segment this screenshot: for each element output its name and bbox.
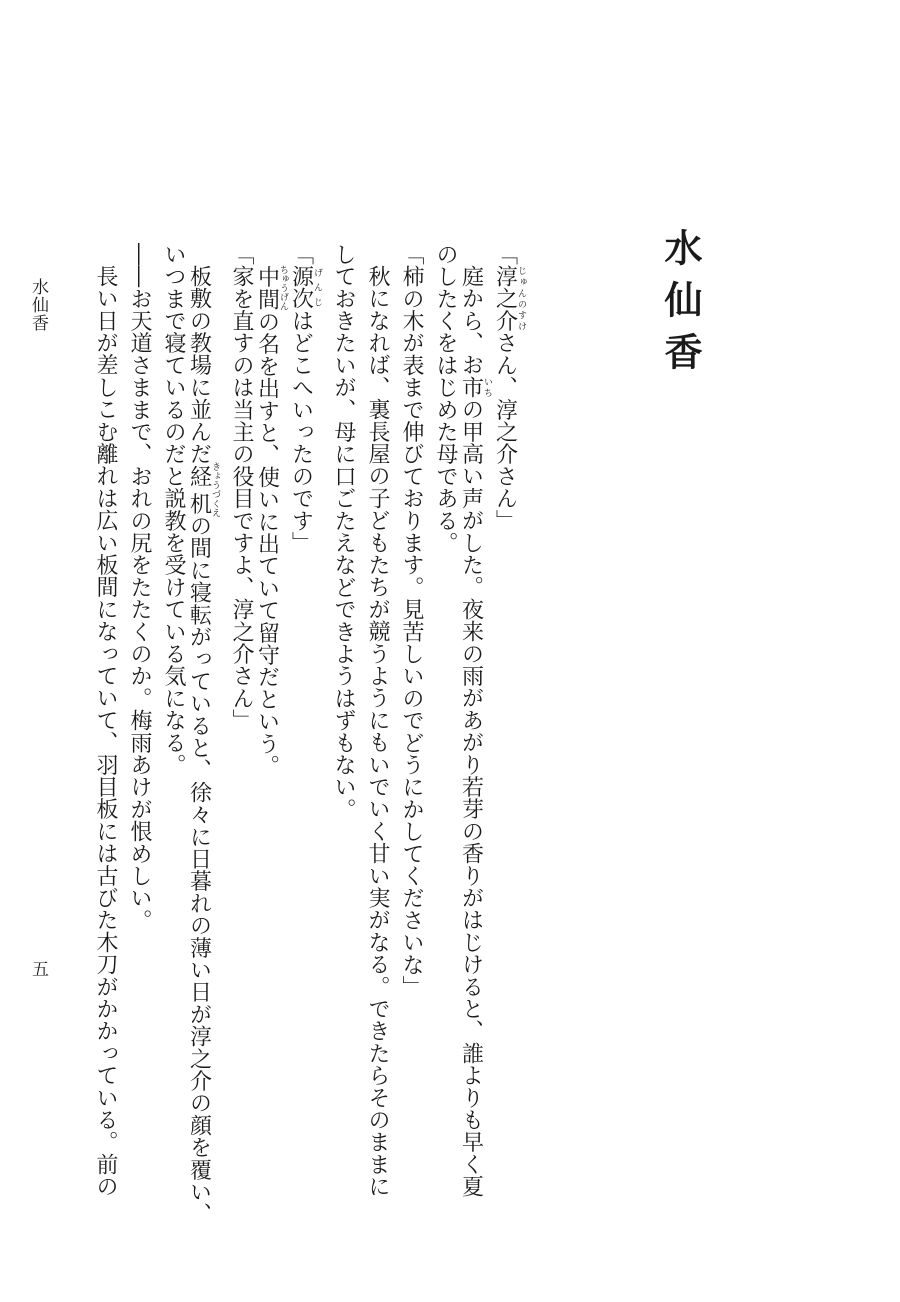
text-line: 長い日が差しこむ離れは広い板間になっていて、羽目板には古びた木刀がかかっている。前の bbox=[93, 265, 118, 1198]
ruby-annotation: 中間ちゅうげん bbox=[254, 265, 288, 311]
ruby-annotation: 淳之介じゅんのすけ bbox=[492, 265, 526, 332]
ruby-annotation: 経机きょうづくえ bbox=[186, 462, 220, 518]
text-line: 板敷の教場に並んだ経机きょうづくえの間に寝転がっていると、徐々に日暮れの薄い日が淳之介の顔を覆い、 bbox=[186, 265, 220, 1226]
ruby-reading: いち bbox=[482, 376, 492, 399]
ruby-reading: げんじ bbox=[312, 265, 322, 310]
ruby-reading: ちゅうげん bbox=[278, 265, 288, 311]
text-line: 「柿の木が表まで伸びております。見苦しいのでどうにかしてくださいな」 bbox=[399, 243, 424, 998]
text-line: 庭から、お市いちの甲高い声がした。夜来の雨があがり若芽の香りがはじけると、誰よりも早く夏 bbox=[458, 265, 492, 1198]
text-line: のしたくをはじめた母である。 bbox=[433, 243, 458, 554]
ruby-annotation: 源次げんじ bbox=[288, 265, 322, 310]
text-line: 秋になれば、裏長屋の子どもたちが競うようにもいでいく甘い実がなる。できたらそのままに bbox=[365, 265, 390, 1198]
text-line: 「源次げんじはどこへいったのです」 bbox=[288, 243, 322, 554]
body-text bbox=[93, 243, 526, 1226]
chapter-title: 水仙香 bbox=[658, 228, 703, 384]
text-line: 中間ちゅうげんの名を出すと、使いに出ていて留守だという。 bbox=[254, 265, 288, 777]
text-line: 「家を直すのは当主の役目ですよ、淳之介さん」 bbox=[229, 243, 254, 732]
page-number: 五 bbox=[28, 960, 48, 977]
running-head: 水仙香 bbox=[28, 278, 48, 332]
ruby-annotation: 市いち bbox=[458, 376, 492, 399]
ruby-reading: きょうづくえ bbox=[210, 462, 220, 518]
text-line: ――お天道さままで、おれの尻をたたくのか。梅雨あけが恨めしい。 bbox=[127, 243, 152, 932]
text-line: しておきたいが、母に口ごたえなどできようはずもない。 bbox=[331, 243, 356, 821]
text-line: 「淳之介じゅんのすけさん、淳之介さん」 bbox=[492, 243, 526, 532]
ruby-reading: じゅんのすけ bbox=[516, 265, 526, 332]
text-line: いつまで寝ているのだと説教を受けている気になる。 bbox=[161, 243, 186, 776]
